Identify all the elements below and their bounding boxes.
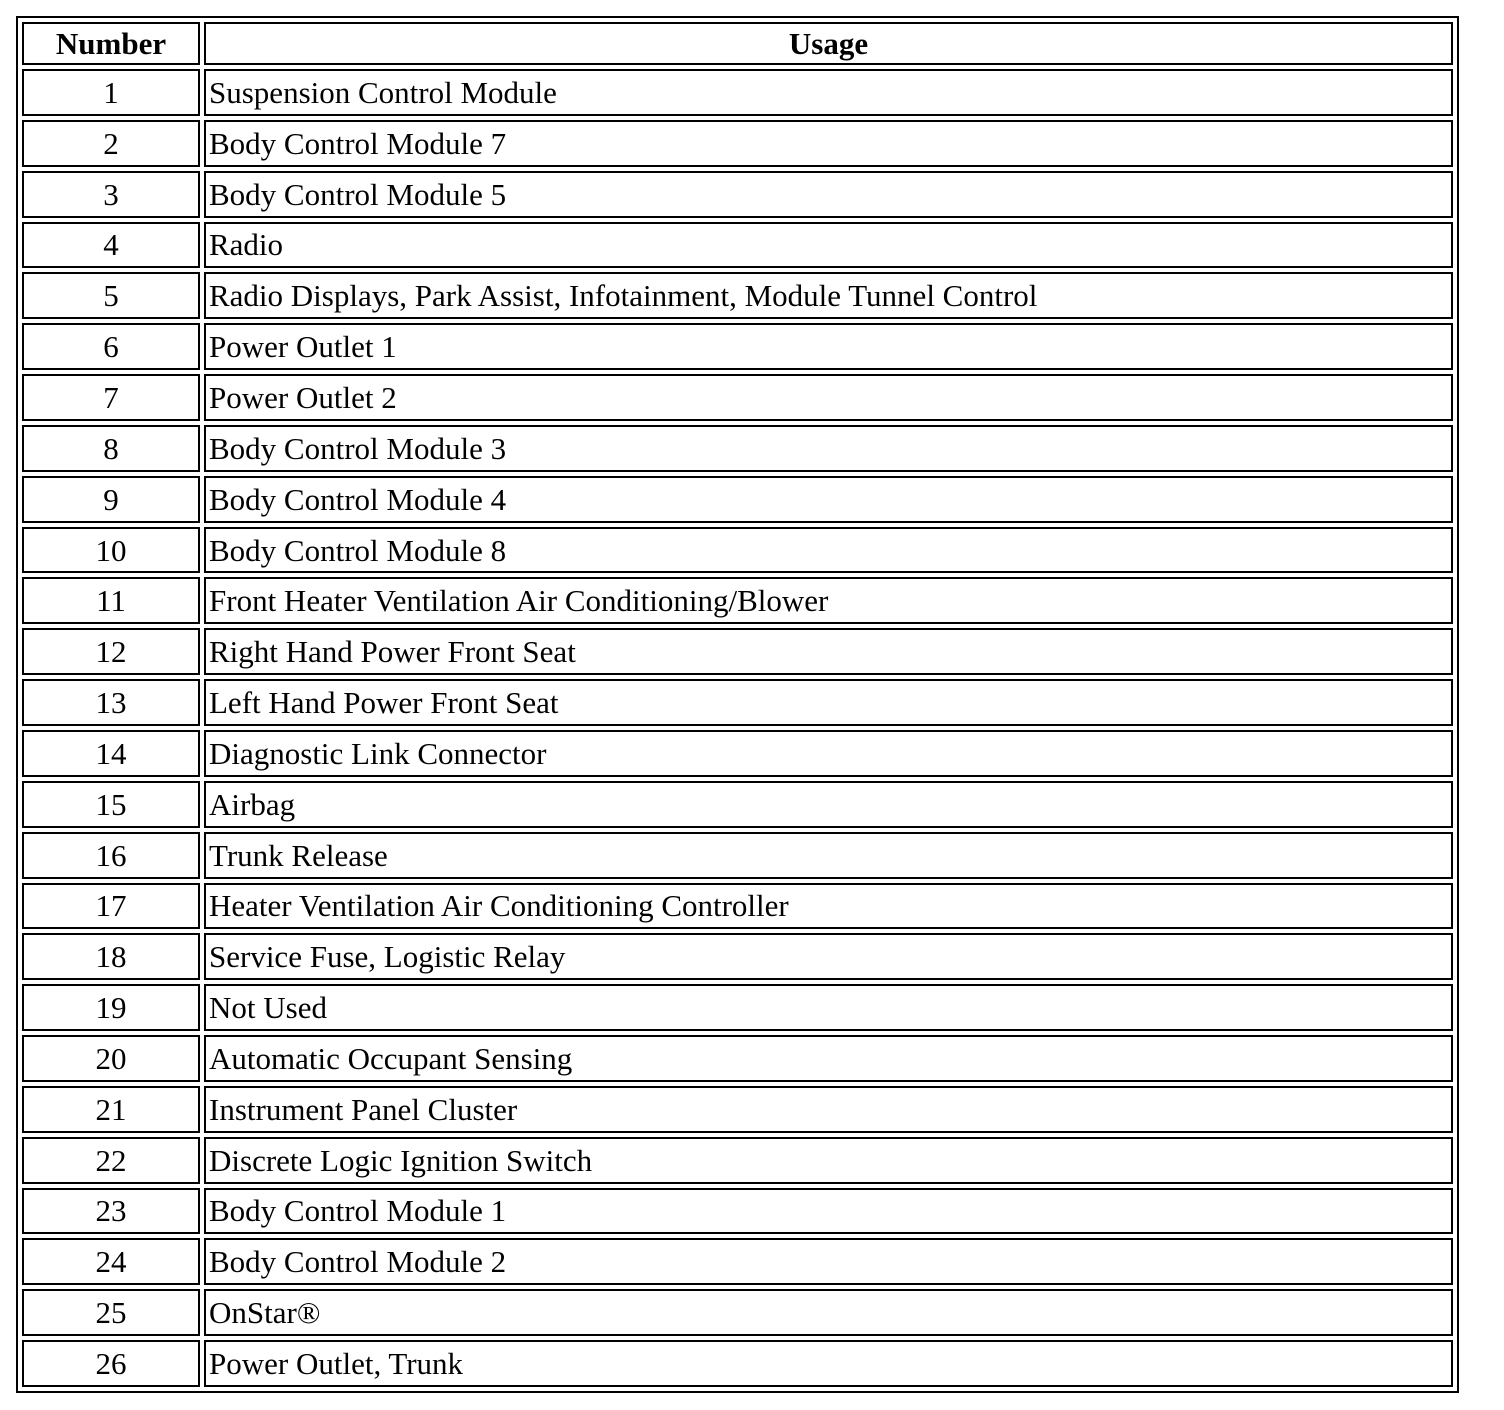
fuse-number-cell: 2 xyxy=(22,120,200,167)
fuse-usage-cell: Body Control Module 3 xyxy=(204,425,1453,472)
table-row xyxy=(22,1086,1453,1133)
fuse-usage-cell: Diagnostic Link Connector xyxy=(204,730,1453,777)
fuse-number-cell: 19 xyxy=(22,984,200,1031)
fuse-usage-cell: Left Hand Power Front Seat xyxy=(204,679,1453,726)
fuse-number-cell: 6 xyxy=(22,323,200,370)
fuse-usage-cell: Body Control Module 2 xyxy=(204,1238,1453,1285)
fuse-usage-cell: Trunk Release xyxy=(204,832,1453,879)
fuse-usage-cell: Heater Ventilation Air Conditioning Controller xyxy=(204,883,1453,930)
fuse-number-cell: 16 xyxy=(22,832,200,879)
fuse-usage-cell: Power Outlet 2 xyxy=(204,374,1453,421)
table-row xyxy=(22,1035,1453,1082)
table-row xyxy=(22,323,1453,370)
table-row xyxy=(22,679,1453,726)
fuse-usage-cell: Front Heater Ventilation Air Conditioning/Blower xyxy=(204,577,1453,624)
fuse-number-cell: 21 xyxy=(22,1086,200,1133)
table-row xyxy=(22,832,1453,879)
table-row xyxy=(22,476,1453,523)
fuse-usage-cell: Airbag xyxy=(204,781,1453,828)
fuse-number-cell: 22 xyxy=(22,1137,200,1184)
column-header-usage: Usage xyxy=(204,22,1453,65)
fuse-usage-cell: Power Outlet 1 xyxy=(204,323,1453,370)
table-row xyxy=(22,984,1453,1031)
table-row xyxy=(22,933,1453,980)
fuse-number-cell: 10 xyxy=(22,527,200,574)
fuse-usage-cell: OnStar® xyxy=(204,1289,1453,1336)
fuse-number-cell: 18 xyxy=(22,933,200,980)
fuse-usage-table-frame xyxy=(16,16,1459,1393)
fuse-usage-cell: Body Control Module 1 xyxy=(204,1188,1453,1235)
fuse-number-cell: 4 xyxy=(22,222,200,269)
fuse-number-cell: 3 xyxy=(22,171,200,218)
fuse-number-cell: 5 xyxy=(22,272,200,319)
fuse-usage-cell: Radio xyxy=(204,222,1453,269)
fuse-number-cell: 1 xyxy=(22,69,200,116)
fuse-number-cell: 25 xyxy=(22,1289,200,1336)
fuse-number-cell: 11 xyxy=(22,577,200,624)
table-row xyxy=(22,374,1453,421)
table-row xyxy=(22,730,1453,777)
table-row xyxy=(22,781,1453,828)
fuse-usage-cell: Automatic Occupant Sensing xyxy=(204,1035,1453,1082)
table-body xyxy=(22,69,1453,1387)
fuse-usage-cell: Body Control Module 5 xyxy=(204,171,1453,218)
table-row xyxy=(22,69,1453,116)
table-row xyxy=(22,628,1453,675)
fuse-usage-cell: Discrete Logic Ignition Switch xyxy=(204,1137,1453,1184)
table-row xyxy=(22,1238,1453,1285)
fuse-usage-cell: Right Hand Power Front Seat xyxy=(204,628,1453,675)
table-row xyxy=(22,577,1453,624)
table-row xyxy=(22,1289,1453,1336)
fuse-usage-cell: Radio Displays, Park Assist, Infotainment, Module Tunnel Control xyxy=(204,272,1453,319)
table-row xyxy=(22,222,1453,269)
fuse-number-cell: 14 xyxy=(22,730,200,777)
fuse-number-cell: 8 xyxy=(22,425,200,472)
table-row xyxy=(22,272,1453,319)
fuse-number-cell: 7 xyxy=(22,374,200,421)
fuse-usage-cell: Body Control Module 8 xyxy=(204,527,1453,574)
table-row xyxy=(22,1188,1453,1235)
table-row xyxy=(22,1137,1453,1184)
fuse-usage-cell: Not Used xyxy=(204,984,1453,1031)
table-row xyxy=(22,171,1453,218)
table-row xyxy=(22,120,1453,167)
fuse-usage-cell: Body Control Module 7 xyxy=(204,120,1453,167)
fuse-number-cell: 23 xyxy=(22,1188,200,1235)
fuse-usage-cell: Service Fuse, Logistic Relay xyxy=(204,933,1453,980)
table-row xyxy=(22,527,1453,574)
table-row xyxy=(22,883,1453,930)
fuse-number-cell: 15 xyxy=(22,781,200,828)
table-row xyxy=(22,1340,1453,1387)
fuse-number-cell: 26 xyxy=(22,1340,200,1387)
fuse-number-cell: 13 xyxy=(22,679,200,726)
fuse-usage-cell: Instrument Panel Cluster xyxy=(204,1086,1453,1133)
fuse-number-cell: 24 xyxy=(22,1238,200,1285)
fuse-usage-cell: Suspension Control Module xyxy=(204,69,1453,116)
fuse-number-cell: 17 xyxy=(22,883,200,930)
table-header-row xyxy=(22,22,1453,65)
fuse-number-cell: 12 xyxy=(22,628,200,675)
table-row xyxy=(22,425,1453,472)
fuse-number-cell: 9 xyxy=(22,476,200,523)
fuse-usage-table xyxy=(18,18,1457,1391)
fuse-usage-cell: Body Control Module 4 xyxy=(204,476,1453,523)
fuse-usage-cell: Power Outlet, Trunk xyxy=(204,1340,1453,1387)
column-header-number: Number xyxy=(22,22,200,65)
fuse-number-cell: 20 xyxy=(22,1035,200,1082)
